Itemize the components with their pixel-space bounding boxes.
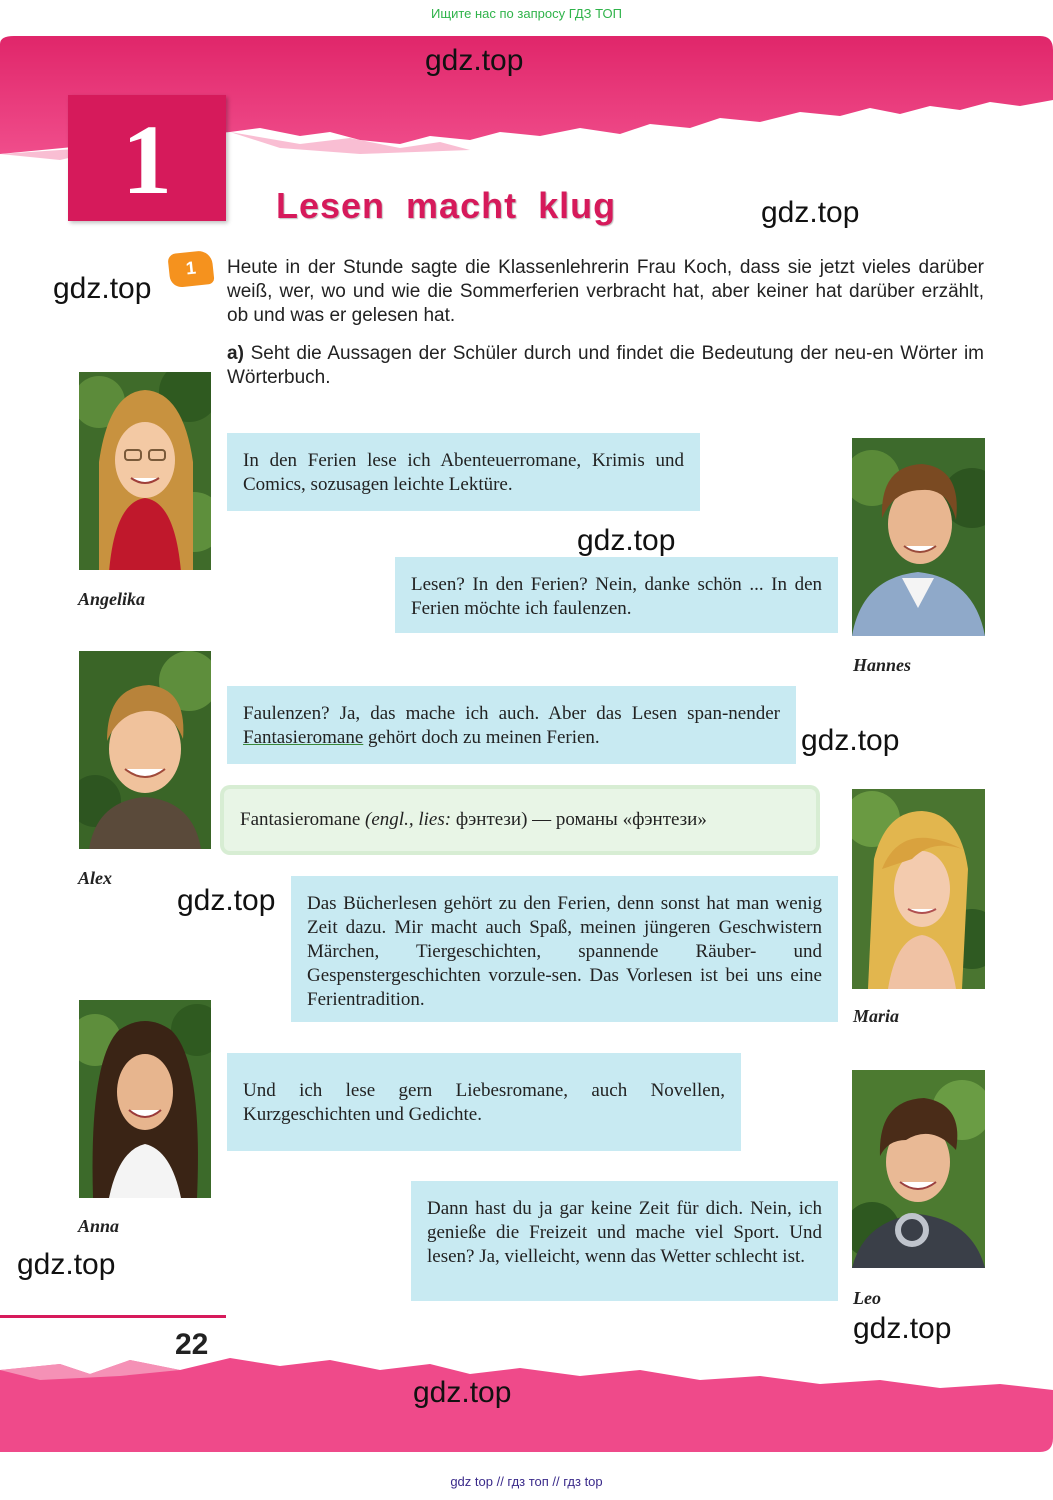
watermark: gdz.top xyxy=(413,1376,512,1409)
name-leo: Leo xyxy=(853,1288,881,1308)
bottom-banner xyxy=(0,1330,1053,1452)
note-term: Fantasieromane xyxy=(240,809,361,830)
name-anna: Anna xyxy=(78,1216,120,1236)
photo-leo xyxy=(852,1070,985,1268)
note-gloss-reading: фэнтези) xyxy=(455,809,528,830)
bubble-hannes: Lesen? In den Ferien? Nein, danke schön ... In den Ferien möchte ich faulenzen. xyxy=(395,557,838,633)
photo-maria xyxy=(852,789,985,989)
bubble-angelika: In den Ferien lese ich Abenteuerromane, Krimis und Comics, sozusagen leichte Lektüre. xyxy=(227,433,700,511)
exercise-badge: 1 xyxy=(167,250,214,288)
watermark: gdz.top xyxy=(761,196,860,229)
watermark: gdz.top xyxy=(177,884,276,917)
photo-anna xyxy=(79,1000,211,1198)
name-hannes: Hannes xyxy=(853,655,912,675)
task-a-text: Seht die Aussagen der Schüler durch und findet die Bedeutung der neu-en Wörter im Wörterbuch. xyxy=(227,343,985,388)
bubble-leo: Dann hast du ja gar keine Zeit für dich. Nein, ich genieße die Freizeit und mache viel Sport. Und lesen? Ja, vielleicht, wenn das Wetter schlecht ist. xyxy=(411,1181,838,1301)
watermark: gdz.top xyxy=(853,1312,952,1345)
watermark: gdz.top xyxy=(425,44,524,77)
photo-alex xyxy=(79,651,211,849)
bubble-maria: Das Bücherlesen gehört zu den Ferien, denn sonst hat man wenig Zeit dazu. Mir macht auch Spaß, meinen jüngeren Geschwistern Märchen, Tiergeschichten, spannende Räuber- und Gespenstergeschichten vorzule-sen. Das Vorlesen ist bei uns eine Ferientradition. xyxy=(291,876,838,1022)
watermark: gdz.top xyxy=(801,724,900,757)
page-number: 22 xyxy=(175,1328,209,1361)
photo-hannes xyxy=(852,438,985,636)
bubble-alex-text: Faulenzen? Ja, das mache ich auch. Aber das Lesen span-nender xyxy=(243,703,780,724)
bottom-links[interactable]: gdz top // гдз топ // гдз top xyxy=(450,1474,603,1489)
watermark: gdz.top xyxy=(53,272,152,305)
task-a-label: a) xyxy=(227,343,244,364)
note-translation: — романы «фэнтези» xyxy=(532,809,707,830)
name-maria: Maria xyxy=(853,1006,900,1026)
page-title: Lesen macht klug xyxy=(276,185,617,226)
note-gloss-label: (engl., xyxy=(365,809,414,830)
photo-angelika xyxy=(79,372,211,570)
name-angelika: Angelika xyxy=(78,589,146,609)
top-search-link[interactable]: Ищите нас по запросу ГДЗ ТОП xyxy=(431,6,622,21)
name-alex: Alex xyxy=(78,868,112,888)
watermark: gdz.top xyxy=(577,524,676,557)
note-gloss-lies: lies: xyxy=(418,809,452,830)
vocab-term-fantasieromane: Fantasieromane xyxy=(243,727,364,748)
vocab-note xyxy=(224,789,816,851)
bubble-alex-text-end: gehört doch zu meinen Ferien. xyxy=(363,727,600,748)
watermark: gdz.top xyxy=(17,1248,116,1281)
footer-divider xyxy=(0,1315,226,1318)
bubble-alex xyxy=(227,686,796,764)
task-a xyxy=(227,342,984,390)
bubble-anna: Und ich lese gern Liebesromane, auch Novellen, Kurzgeschichten und Gedichte. xyxy=(227,1053,741,1151)
chapter-number-box: 1 xyxy=(68,95,226,221)
intro-text: Heute in der Stunde sagte die Klassenlehrerin Frau Koch, dass sie jetzt vieles darüber weiß, wer, wo und wie die Sommerferien verbracht hat, aber keiner hat darüber erzählt, ob und was er gelesen hat. xyxy=(227,257,984,326)
